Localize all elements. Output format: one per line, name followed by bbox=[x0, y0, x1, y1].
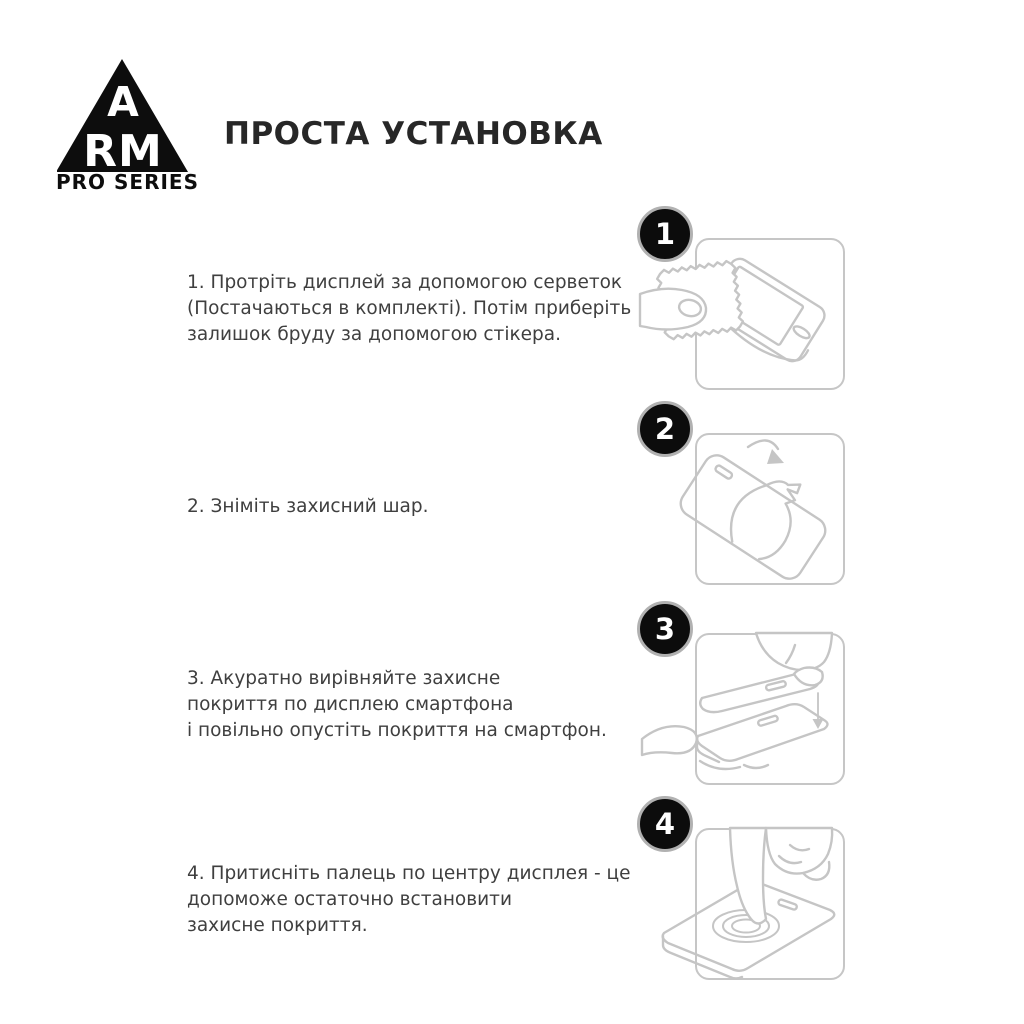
step-text-line: покриття по дисплею смартфона bbox=[187, 694, 514, 715]
step-1-text bbox=[187, 270, 677, 348]
step-number: 4 bbox=[654, 807, 676, 841]
protector-glass bbox=[676, 434, 841, 583]
down-arrow-icon bbox=[813, 693, 824, 729]
peel-arrow-icon bbox=[748, 440, 784, 464]
page-title: ПРОСТА УСТАНОВКА bbox=[224, 116, 603, 152]
step-4-number-badge bbox=[637, 796, 693, 852]
step-number: 3 bbox=[654, 612, 676, 646]
step-3-text bbox=[187, 666, 677, 744]
step-text-line: 1. Протріть дисплей за допомогою серветок bbox=[187, 272, 623, 293]
step-number: 1 bbox=[654, 217, 676, 251]
step-1-number-badge bbox=[637, 206, 693, 262]
step-text-line: захисне покриття. bbox=[187, 915, 368, 936]
step-3-number-badge bbox=[637, 601, 693, 657]
step-text-line: 4. Притисніть палець по центру дисплея - це bbox=[187, 863, 631, 884]
step-4-text bbox=[187, 861, 677, 939]
logo-subtitle: PRO SERIES bbox=[56, 170, 199, 194]
peel-fold-edge bbox=[719, 478, 768, 542]
step-number: 2 bbox=[654, 412, 676, 446]
step-text-line: 2. Зніміть захисний шар. bbox=[187, 496, 429, 517]
step-text-line: (Постачаються в комплекті). Потім приберіть bbox=[187, 298, 632, 319]
step-text-line: і повільно опустіть покриття на смартфон. bbox=[187, 720, 607, 741]
press-ripples bbox=[713, 910, 779, 942]
step-text-line: допоможе остаточно встановити bbox=[187, 889, 512, 910]
step-text-line: залишок бруду за допомогою стікера. bbox=[187, 324, 561, 345]
pressing-finger-hand bbox=[730, 828, 832, 924]
step-text-line: 3. Акуратно вирівняйте захисне bbox=[187, 668, 501, 689]
brand-logo-triangle bbox=[57, 55, 192, 175]
finger-on-cloth bbox=[640, 289, 706, 330]
logo-letters-rm: RM bbox=[83, 126, 163, 175]
logo-letter-a: A bbox=[107, 78, 139, 126]
step-2-number-badge bbox=[637, 401, 693, 457]
step-2-text bbox=[187, 494, 677, 520]
